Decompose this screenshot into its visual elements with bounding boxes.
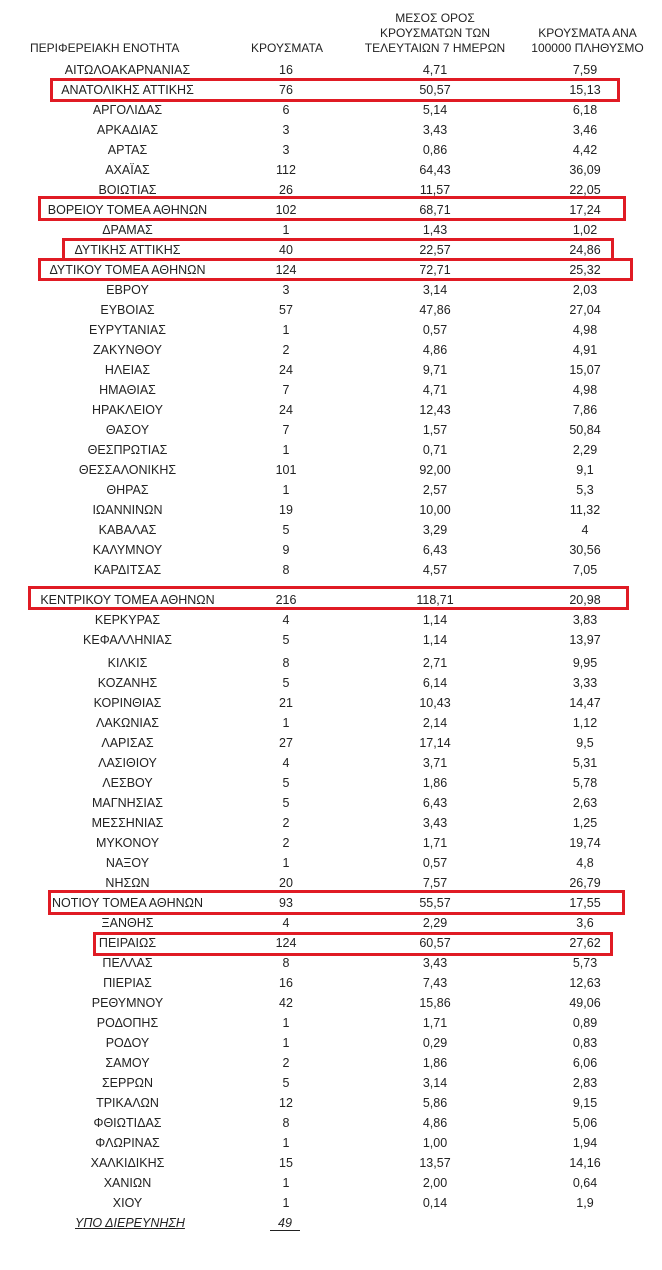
avg7-cell: 7,57 — [422, 876, 448, 890]
cases-cell: 2 — [282, 1056, 290, 1070]
table-row — [0, 913, 662, 933]
region-cell: ΚΑΒΑΛΑΣ — [98, 523, 157, 537]
avg7-cell: 1,43 — [422, 223, 448, 237]
region-cell: ΞΑΝΘΗΣ — [101, 916, 154, 930]
per100k-cell: 7,86 — [572, 403, 598, 417]
table-row — [0, 560, 662, 580]
highlight-box — [38, 258, 633, 281]
region-cell: ΘΑΣΟΥ — [105, 423, 150, 437]
region-cell: ΦΘΙΩΤΙΔΑΣ — [93, 1116, 162, 1130]
cases-cell: 8 — [282, 563, 290, 577]
cases-cell: 1 — [282, 483, 290, 497]
table-row — [0, 420, 662, 440]
table-row — [0, 460, 662, 480]
per100k-cell: 9,15 — [572, 1096, 598, 1110]
cases-cell: 57 — [279, 303, 293, 317]
header-cases: ΚΡΟΥΣΜΑΤΑ — [251, 41, 323, 55]
cases-cell: 5 — [282, 633, 290, 647]
avg7-cell: 10,43 — [419, 696, 451, 710]
avg7-cell: 3,14 — [422, 1076, 448, 1090]
region-cell: ΠΙΕΡΙΑΣ — [103, 976, 152, 990]
region-cell: ΚΕΝΤΡΙΚΟΥ ΤΟΜΕΑ ΑΘΗΝΩΝ — [40, 593, 215, 607]
per100k-cell: 15,07 — [569, 363, 601, 377]
per100k-cell: 50,84 — [569, 423, 601, 437]
region-cell: ΔΥΤΙΚΟΥ ΤΟΜΕΑ ΑΘΗΝΩΝ — [49, 263, 206, 277]
avg7-cell: 1,71 — [422, 1016, 448, 1030]
avg7-cell: 0,57 — [422, 856, 448, 870]
avg7-cell: 4,86 — [422, 343, 448, 357]
avg7-cell: 4,71 — [422, 63, 448, 77]
per100k-cell: 17,55 — [569, 896, 601, 910]
region-cell: ΒΟΙΩΤΙΑΣ — [98, 183, 157, 197]
avg7-cell: 10,00 — [419, 503, 451, 517]
per100k-cell: 9,5 — [576, 736, 594, 750]
header-avg7-line2: ΚΡΟΥΣΜΑΤΩΝ ΤΩΝ — [379, 26, 491, 40]
per100k-cell: 26,79 — [569, 876, 601, 890]
region-cell: ΗΜΑΘΙΑΣ — [99, 383, 156, 397]
region-cell: ΚΑΡΔΙΤΣΑΣ — [93, 563, 162, 577]
table-row — [0, 1033, 662, 1053]
table-row — [0, 360, 662, 380]
avg7-cell: 2,57 — [422, 483, 448, 497]
per100k-cell: 1,12 — [572, 716, 598, 730]
table-row — [0, 1133, 662, 1153]
per100k-cell: 15,13 — [569, 83, 601, 97]
per100k-cell: 5,78 — [572, 776, 598, 790]
cases-cell: 101 — [275, 463, 297, 477]
cases-cell: 1 — [282, 443, 290, 457]
table-row — [0, 973, 662, 993]
cases-cell: 24 — [279, 363, 293, 377]
region-cell: ΛΑΣΙΘΙΟΥ — [98, 756, 157, 770]
avg7-cell: 13,57 — [419, 1156, 451, 1170]
region-cell: ΜΑΓΝΗΣΙΑΣ — [92, 796, 163, 810]
table-row — [0, 1173, 662, 1193]
per100k-cell: 0,64 — [572, 1176, 598, 1190]
cases-cell: 5 — [282, 776, 290, 790]
header-avg7-line3: ΤΕΛΕΥΤΑΙΩΝ 7 ΗΜΕΡΩΝ — [364, 41, 506, 55]
cases-cell: 42 — [279, 996, 293, 1010]
avg7-cell: 22,57 — [419, 243, 451, 257]
per100k-cell: 9,95 — [572, 656, 598, 670]
table-row — [0, 340, 662, 360]
region-cell: ΚΙΛΚΙΣ — [107, 656, 148, 670]
per100k-cell: 2,29 — [572, 443, 598, 457]
region-cell: ΕΒΡΟΥ — [106, 283, 149, 297]
cases-cell: 3 — [282, 143, 290, 157]
cases-cell: 124 — [275, 936, 297, 950]
region-cell: ΛΑΚΩΝΙΑΣ — [96, 716, 159, 730]
avg7-cell: 3,43 — [422, 956, 448, 970]
cases-cell: 1 — [282, 1136, 290, 1150]
table-row — [0, 853, 662, 873]
per100k-cell: 1,94 — [572, 1136, 598, 1150]
per100k-cell: 3,33 — [572, 676, 598, 690]
cases-cell: 1 — [282, 1016, 290, 1030]
cases-cell: 1 — [282, 856, 290, 870]
region-cell: ΕΥΒΟΙΑΣ — [100, 303, 155, 317]
region-cell: ΘΕΣΣΑΛΟΝΙΚΗΣ — [78, 463, 177, 477]
table-row — [0, 733, 662, 753]
per100k-cell: 4 — [581, 523, 589, 537]
avg7-cell: 68,71 — [419, 203, 451, 217]
avg7-cell: 4,86 — [422, 1116, 448, 1130]
table-row — [0, 653, 662, 673]
table-row — [0, 953, 662, 973]
table-row — [0, 1113, 662, 1133]
per100k-cell: 19,74 — [569, 836, 601, 850]
region-cell: ΠΕΛΛΑΣ — [102, 956, 153, 970]
per100k-cell: 12,63 — [569, 976, 601, 990]
avg7-cell: 4,71 — [422, 383, 448, 397]
region-cell: ΝΗΣΩΝ — [105, 876, 150, 890]
per100k-cell: 22,05 — [569, 183, 601, 197]
per100k-cell: 2,83 — [572, 1076, 598, 1090]
region-cell: ΖΑΚΥΝΘΟΥ — [92, 343, 163, 357]
avg7-cell: 1,57 — [422, 423, 448, 437]
per100k-cell: 4,8 — [576, 856, 594, 870]
avg7-cell: 5,86 — [422, 1096, 448, 1110]
avg7-cell: 0,57 — [422, 323, 448, 337]
cases-cell: 4 — [282, 613, 290, 627]
region-cell: ΠΕΙΡΑΙΩΣ — [98, 936, 157, 950]
table-row — [0, 673, 662, 693]
cases-cell: 2 — [282, 836, 290, 850]
region-cell: ΡΕΘΥΜΝΟΥ — [91, 996, 164, 1010]
table-row — [0, 773, 662, 793]
avg7-cell: 7,43 — [422, 976, 448, 990]
cases-cell: 9 — [282, 543, 290, 557]
table-row — [0, 1093, 662, 1113]
avg7-cell: 6,14 — [422, 676, 448, 690]
cases-cell: 26 — [279, 183, 293, 197]
region-cell: ΑΙΤΩΛΟΑΚΑΡΝΑΝΙΑΣ — [64, 63, 191, 77]
avg7-cell: 118,71 — [416, 593, 454, 607]
per100k-cell: 14,47 — [569, 696, 601, 710]
region-cell: ΘΗΡΑΣ — [106, 483, 149, 497]
cases-cell: 4 — [282, 916, 290, 930]
cases-cell: 3 — [282, 283, 290, 297]
avg7-cell: 6,43 — [422, 796, 448, 810]
cases-cell: 21 — [279, 696, 293, 710]
per100k-cell: 30,56 — [569, 543, 601, 557]
table-row — [0, 813, 662, 833]
avg7-cell: 0,14 — [422, 1196, 448, 1210]
region-cell: ΛΑΡΙΣΑΣ — [101, 736, 154, 750]
avg7-cell: 11,57 — [419, 183, 451, 197]
table-row — [0, 380, 662, 400]
avg7-cell: 50,57 — [419, 83, 451, 97]
cases-cell: 1 — [282, 323, 290, 337]
per100k-cell: 7,59 — [572, 63, 598, 77]
cases-cell: 19 — [279, 503, 293, 517]
region-cell: ΗΡΑΚΛΕΙΟΥ — [92, 403, 163, 417]
region-cell: ΒΟΡΕΙΟΥ ΤΟΜΕΑ ΑΘΗΝΩΝ — [47, 203, 208, 217]
avg7-cell: 2,00 — [422, 1176, 448, 1190]
cases-cell: 3 — [282, 123, 290, 137]
highlight-box — [93, 932, 613, 956]
header-avg7-line1: ΜΕΣΟΣ ΟΡΟΣ — [395, 11, 475, 25]
footer-value: 49 — [270, 1216, 300, 1231]
avg7-cell: 3,43 — [422, 816, 448, 830]
region-cell: ΜΥΚΟΝΟΥ — [95, 836, 160, 850]
avg7-cell: 92,00 — [419, 463, 451, 477]
cases-cell: 8 — [282, 656, 290, 670]
per100k-cell: 9,1 — [576, 463, 594, 477]
table-row — [0, 993, 662, 1013]
header-per100k-line1: ΚΡΟΥΣΜΑΤΑ ΑΝΑ — [538, 26, 637, 40]
header-region: ΠΕΡΙΦΕΡΕΙΑΚΗ ΕΝΟΤΗΤΑ — [30, 41, 180, 55]
region-cell: ΡΟΔΟΠΗΣ — [96, 1016, 159, 1030]
region-cell: ΡΟΔΟΥ — [105, 1036, 150, 1050]
region-cell: ΧΑΛΚΙΔΙΚΗΣ — [90, 1156, 165, 1170]
per100k-cell: 17,24 — [569, 203, 601, 217]
per100k-cell: 3,6 — [576, 916, 594, 930]
avg7-cell: 4,57 — [422, 563, 448, 577]
highlight-box — [28, 586, 629, 610]
avg7-cell: 0,29 — [422, 1036, 448, 1050]
region-cell: ΑΡΤΑΣ — [107, 143, 148, 157]
avg7-cell: 64,43 — [419, 163, 451, 177]
table-row — [0, 280, 662, 300]
avg7-cell: 9,71 — [422, 363, 448, 377]
cases-cell: 216 — [275, 593, 297, 607]
per100k-cell: 0,89 — [572, 1016, 598, 1030]
avg7-cell: 60,57 — [419, 936, 451, 950]
region-cell: ΝΟΤΙΟΥ ΤΟΜΕΑ ΑΘΗΝΩΝ — [51, 896, 204, 910]
per100k-cell: 27,62 — [569, 936, 601, 950]
region-cell: ΔΥΤΙΚΗΣ ΑΤΤΙΚΗΣ — [74, 243, 181, 257]
avg7-cell: 2,14 — [422, 716, 448, 730]
avg7-cell: 15,86 — [419, 996, 451, 1010]
table-row — [0, 1073, 662, 1093]
cases-cell: 12 — [279, 1096, 293, 1110]
per100k-cell: 0,83 — [572, 1036, 598, 1050]
cases-cell: 2 — [282, 343, 290, 357]
cases-cell: 7 — [282, 383, 290, 397]
avg7-cell: 1,00 — [422, 1136, 448, 1150]
table-row — [0, 610, 662, 630]
avg7-cell: 72,71 — [419, 263, 451, 277]
avg7-cell: 6,43 — [422, 543, 448, 557]
header-per100k-line2: 100000 ΠΛΗΘΥΣΜΟ — [531, 41, 644, 55]
header-avg7 — [355, 11, 515, 56]
per100k-cell: 14,16 — [569, 1156, 601, 1170]
highlight-box — [48, 890, 625, 915]
region-cell: ΔΡΑΜΑΣ — [102, 223, 153, 237]
region-cell: ΑΡΓΟΛΙΔΑΣ — [92, 103, 163, 117]
cases-cell: 5 — [282, 523, 290, 537]
region-cell: ΧΙΟΥ — [112, 1196, 143, 1210]
table-row — [0, 713, 662, 733]
per100k-cell: 6,06 — [572, 1056, 598, 1070]
table-row — [0, 400, 662, 420]
avg7-cell: 55,57 — [419, 896, 451, 910]
region-cell: ΛΕΣΒΟΥ — [102, 776, 153, 790]
region-cell: ΑΝΑΤΟΛΙΚΗΣ ΑΤΤΙΚΗΣ — [61, 83, 194, 97]
cases-cell: 1 — [282, 716, 290, 730]
per100k-cell: 7,05 — [572, 563, 598, 577]
cases-cell: 16 — [279, 976, 293, 990]
table-row — [0, 833, 662, 853]
region-cell: ΦΛΩΡΙΝΑΣ — [95, 1136, 160, 1150]
avg7-cell: 0,86 — [422, 143, 448, 157]
region-cell: ΚΟΖΑΝΗΣ — [97, 676, 158, 690]
cases-cell: 15 — [279, 1156, 293, 1170]
cases-cell: 93 — [279, 896, 293, 910]
avg7-cell: 47,86 — [419, 303, 451, 317]
table-row — [0, 1153, 662, 1173]
per100k-cell: 4,42 — [572, 143, 598, 157]
region-cell: ΜΕΣΣΗΝΙΑΣ — [91, 816, 164, 830]
per100k-cell: 5,31 — [572, 756, 598, 770]
cases-cell: 4 — [282, 756, 290, 770]
per100k-cell: 5,3 — [576, 483, 594, 497]
avg7-cell: 17,14 — [419, 736, 451, 750]
per100k-cell: 27,04 — [569, 303, 601, 317]
cases-cell: 1 — [282, 223, 290, 237]
avg7-cell: 2,29 — [422, 916, 448, 930]
avg7-cell: 1,14 — [422, 613, 448, 627]
cases-cell: 6 — [282, 103, 290, 117]
cases-cell: 24 — [279, 403, 293, 417]
table-row — [0, 300, 662, 320]
table-row — [0, 320, 662, 340]
cases-cell: 8 — [282, 1116, 290, 1130]
cases-cell: 8 — [282, 956, 290, 970]
table-row — [0, 1193, 662, 1213]
avg7-cell: 12,43 — [419, 403, 451, 417]
table-row — [0, 120, 662, 140]
cases-cell: 16 — [279, 63, 293, 77]
highlight-box — [50, 78, 620, 102]
table-row — [0, 630, 662, 650]
avg7-cell: 1,71 — [422, 836, 448, 850]
region-cell: ΧΑΝΙΩΝ — [103, 1176, 152, 1190]
table-row — [0, 220, 662, 240]
per100k-cell: 3,83 — [572, 613, 598, 627]
region-cell: ΚΑΛΥΜΝΟΥ — [92, 543, 163, 557]
table-row — [0, 793, 662, 813]
avg7-cell: 1,86 — [422, 776, 448, 790]
table-row — [0, 140, 662, 160]
cases-cell: 5 — [282, 796, 290, 810]
table-row — [0, 540, 662, 560]
per100k-cell: 6,18 — [572, 103, 598, 117]
cases-cell: 124 — [275, 263, 297, 277]
cases-cell: 112 — [276, 163, 296, 177]
region-cell: ΑΡΚΑΔΙΑΣ — [96, 123, 159, 137]
region-cell: ΚΕΡΚΥΡΑΣ — [94, 613, 161, 627]
cases-cell: 27 — [279, 736, 293, 750]
region-cell: ΗΛΕΙΑΣ — [104, 363, 151, 377]
cases-cell: 1 — [282, 1176, 290, 1190]
avg7-cell: 3,71 — [422, 756, 448, 770]
region-cell: ΚΕΦΑΛΛΗΝΙΑΣ — [83, 633, 172, 647]
cases-cell: 1 — [282, 1036, 290, 1050]
region-cell: ΘΕΣΠΡΩΤΙΑΣ — [87, 443, 168, 457]
region-cell: ΑΧΑΪΑΣ — [105, 163, 150, 177]
per100k-cell: 4,98 — [572, 323, 598, 337]
per100k-cell: 49,06 — [569, 996, 601, 1010]
avg7-cell: 3,43 — [422, 123, 448, 137]
cases-cell: 1 — [282, 1196, 290, 1210]
table-row — [0, 753, 662, 773]
avg7-cell: 5,14 — [422, 103, 448, 117]
per100k-cell: 1,25 — [572, 816, 598, 830]
table-row — [0, 1053, 662, 1073]
per100k-cell: 2,03 — [572, 283, 598, 297]
region-cell: ΙΩΑΝΝΙΝΩΝ — [92, 503, 163, 517]
footer-label: ΥΠΟ ΔΙΕΡΕΥΝΗΣΗ — [75, 1216, 185, 1230]
per100k-cell: 5,73 — [572, 956, 598, 970]
per100k-cell: 20,98 — [569, 593, 601, 607]
region-cell: ΚΟΡΙΝΘΙΑΣ — [93, 696, 162, 710]
per100k-cell: 3,46 — [572, 123, 598, 137]
table-row — [0, 500, 662, 520]
avg7-cell: 1,86 — [422, 1056, 448, 1070]
table-row — [0, 100, 662, 120]
cases-cell: 2 — [282, 816, 290, 830]
table-row — [0, 480, 662, 500]
per100k-cell: 4,91 — [572, 343, 598, 357]
region-cell: ΕΥΡΥΤΑΝΙΑΣ — [89, 323, 166, 337]
per100k-cell: 1,02 — [572, 223, 598, 237]
avg7-cell: 1,14 — [422, 633, 448, 647]
cases-cell: 20 — [279, 876, 293, 890]
table-row — [0, 693, 662, 713]
avg7-cell: 2,71 — [422, 656, 448, 670]
per100k-cell: 24,86 — [569, 243, 601, 257]
per100k-cell: 1,9 — [576, 1196, 594, 1210]
highlight-box — [38, 196, 626, 221]
per100k-cell: 13,97 — [569, 633, 601, 647]
per100k-cell: 11,32 — [569, 503, 601, 517]
cases-cell: 5 — [282, 676, 290, 690]
cases-cell: 40 — [279, 243, 293, 257]
per100k-cell: 2,63 — [572, 796, 598, 810]
cases-cell: 102 — [275, 203, 297, 217]
per100k-cell: 5,06 — [572, 1116, 598, 1130]
header-per100k — [520, 26, 655, 56]
region-cell: ΣΑΜΟΥ — [105, 1056, 150, 1070]
region-cell: ΝΑΞΟΥ — [105, 856, 150, 870]
per100k-cell: 36,09 — [569, 163, 601, 177]
table-row — [0, 160, 662, 180]
per100k-cell: 25,32 — [569, 263, 601, 277]
table-row — [0, 60, 662, 80]
region-cell: ΣΕΡΡΩΝ — [101, 1076, 154, 1090]
cases-cell: 5 — [282, 1076, 290, 1090]
table-row — [0, 520, 662, 540]
cases-cell: 7 — [282, 423, 290, 437]
table-row — [0, 440, 662, 460]
avg7-cell: 0,71 — [422, 443, 448, 457]
cases-cell: 76 — [279, 83, 293, 97]
avg7-cell: 3,29 — [422, 523, 448, 537]
region-cell: ΤΡΙΚΑΛΩΝ — [96, 1096, 159, 1110]
avg7-cell: 3,14 — [422, 283, 448, 297]
table-row — [0, 1013, 662, 1033]
per100k-cell: 4,98 — [572, 383, 598, 397]
